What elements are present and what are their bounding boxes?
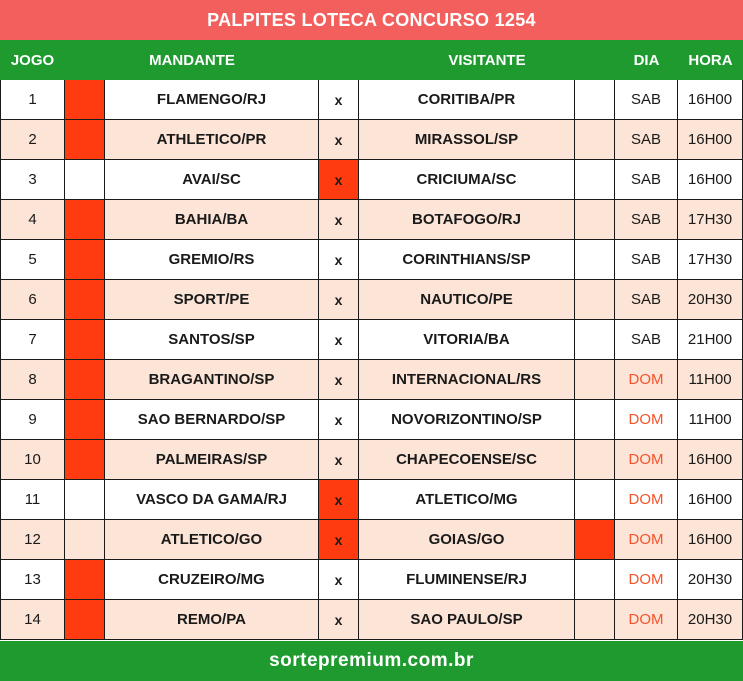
game-number: 6 xyxy=(0,280,65,320)
game-time: 17H30 xyxy=(678,240,743,280)
home-team: SPORT/PE xyxy=(105,280,319,320)
versus-draw-cell: x xyxy=(319,280,359,320)
footer-site: sortepremium.com.br xyxy=(0,641,743,681)
away-team: SAO PAULO/SP xyxy=(359,600,575,640)
game-time: 17H30 xyxy=(678,200,743,240)
away-team: VITORIA/BA xyxy=(359,320,575,360)
table-row xyxy=(0,440,743,480)
game-number: 4 xyxy=(0,200,65,240)
game-number: 7 xyxy=(0,320,65,360)
versus-draw-cell: x xyxy=(319,560,359,600)
home-team: BAHIA/BA xyxy=(105,200,319,240)
versus-draw-cell: x xyxy=(319,320,359,360)
home-team: CRUZEIRO/MG xyxy=(105,560,319,600)
pick-home-mark xyxy=(65,560,105,600)
pick-home-mark xyxy=(65,120,105,160)
game-time: 16H00 xyxy=(678,440,743,480)
away-team: MIRASSOL/SP xyxy=(359,120,575,160)
versus-draw-cell: x xyxy=(319,520,359,560)
pick-away-mark xyxy=(575,240,615,280)
game-day: SAB xyxy=(615,120,678,160)
table-row xyxy=(0,240,743,280)
table-row xyxy=(0,400,743,440)
game-day: SAB xyxy=(615,200,678,240)
versus-draw-cell: x xyxy=(319,80,359,120)
versus-draw-cell: x xyxy=(319,160,359,200)
table-row xyxy=(0,600,743,640)
game-day: DOM xyxy=(615,560,678,600)
table-row xyxy=(0,480,743,520)
table-row xyxy=(0,80,743,120)
table-row xyxy=(0,160,743,200)
pick-home-mark xyxy=(65,440,105,480)
home-team: PALMEIRAS/SP xyxy=(105,440,319,480)
header-hora: HORA xyxy=(688,51,733,69)
pick-home-mark xyxy=(65,320,105,360)
pick-home-mark xyxy=(65,600,105,640)
pick-away-mark xyxy=(575,160,615,200)
game-number: 14 xyxy=(0,600,65,640)
pick-away-mark xyxy=(575,480,615,520)
versus-draw-cell: x xyxy=(319,600,359,640)
away-team: BOTAFOGO/RJ xyxy=(359,200,575,240)
pick-home-mark xyxy=(65,160,105,200)
page-title: PALPITES LOTECA CONCURSO 1254 xyxy=(0,0,743,40)
game-day: SAB xyxy=(615,280,678,320)
game-day: SAB xyxy=(615,80,678,120)
game-day: SAB xyxy=(615,160,678,200)
table-row xyxy=(0,120,743,160)
away-team: CHAPECOENSE/SC xyxy=(359,440,575,480)
table-row xyxy=(0,560,743,600)
table-header xyxy=(0,40,743,80)
versus-draw-cell: x xyxy=(319,440,359,480)
game-time: 11H00 xyxy=(678,400,743,440)
pick-away-mark xyxy=(575,520,615,560)
home-team: REMO/PA xyxy=(105,600,319,640)
pick-away-mark xyxy=(575,200,615,240)
game-day: DOM xyxy=(615,520,678,560)
pick-away-mark xyxy=(575,280,615,320)
table-row xyxy=(0,320,743,360)
versus-draw-cell: x xyxy=(319,200,359,240)
pick-home-mark xyxy=(65,520,105,560)
game-number: 11 xyxy=(0,480,65,520)
home-team: SANTOS/SP xyxy=(105,320,319,360)
away-team: ATLETICO/MG xyxy=(359,480,575,520)
pick-away-mark xyxy=(575,400,615,440)
game-day: DOM xyxy=(615,600,678,640)
pick-away-mark xyxy=(575,320,615,360)
header-dia: DIA xyxy=(633,51,660,69)
away-team: CRICIUMA/SC xyxy=(359,160,575,200)
game-time: 20H30 xyxy=(678,280,743,320)
home-team: ATHLETICO/PR xyxy=(105,120,319,160)
pick-home-mark xyxy=(65,480,105,520)
game-number: 3 xyxy=(0,160,65,200)
game-time: 21H00 xyxy=(678,320,743,360)
game-number: 5 xyxy=(0,240,65,280)
home-team: VASCO DA GAMA/RJ xyxy=(105,480,319,520)
game-number: 13 xyxy=(0,560,65,600)
pick-home-mark xyxy=(65,80,105,120)
pick-home-mark xyxy=(65,200,105,240)
away-team: INTERNACIONAL/RS xyxy=(359,360,575,400)
pick-away-mark xyxy=(575,360,615,400)
header-jogo: JOGO xyxy=(10,51,55,69)
versus-draw-cell: x xyxy=(319,480,359,520)
pick-home-mark xyxy=(65,400,105,440)
game-day: SAB xyxy=(615,320,678,360)
home-team: SAO BERNARDO/SP xyxy=(105,400,319,440)
game-number: 9 xyxy=(0,400,65,440)
away-team: NOVORIZONTINO/SP xyxy=(359,400,575,440)
game-time: 20H30 xyxy=(678,600,743,640)
away-team: FLUMINENSE/RJ xyxy=(359,560,575,600)
game-time: 16H00 xyxy=(678,520,743,560)
game-time: 11H00 xyxy=(678,360,743,400)
header-mandante: MANDANTE xyxy=(149,51,235,69)
pick-away-mark xyxy=(575,440,615,480)
game-number: 1 xyxy=(0,80,65,120)
game-time: 16H00 xyxy=(678,160,743,200)
game-time: 16H00 xyxy=(678,80,743,120)
table-row xyxy=(0,280,743,320)
home-team: GREMIO/RS xyxy=(105,240,319,280)
versus-draw-cell: x xyxy=(319,360,359,400)
game-day: SAB xyxy=(615,240,678,280)
versus-draw-cell: x xyxy=(319,240,359,280)
game-number: 2 xyxy=(0,120,65,160)
game-day: DOM xyxy=(615,360,678,400)
pick-away-mark xyxy=(575,560,615,600)
pick-home-mark xyxy=(65,240,105,280)
table-row xyxy=(0,200,743,240)
away-team: GOIAS/GO xyxy=(359,520,575,560)
table-body xyxy=(0,80,743,640)
table-row xyxy=(0,360,743,400)
game-time: 20H30 xyxy=(678,560,743,600)
pick-home-mark xyxy=(65,280,105,320)
home-team: FLAMENGO/RJ xyxy=(105,80,319,120)
away-team: NAUTICO/PE xyxy=(359,280,575,320)
game-time: 16H00 xyxy=(678,120,743,160)
header-x-spacer xyxy=(319,40,359,80)
pick-home-mark xyxy=(65,360,105,400)
pick-away-mark xyxy=(575,600,615,640)
home-team: AVAI/SC xyxy=(105,160,319,200)
pick-away-mark xyxy=(575,120,615,160)
away-team: CORINTHIANS/SP xyxy=(359,240,575,280)
home-team: ATLETICO/GO xyxy=(105,520,319,560)
header-visitante: VISITANTE xyxy=(448,51,526,69)
away-team: CORITIBA/PR xyxy=(359,80,575,120)
game-day: DOM xyxy=(615,400,678,440)
game-day: DOM xyxy=(615,440,678,480)
game-number: 10 xyxy=(0,440,65,480)
table-row xyxy=(0,520,743,560)
pick-away-mark xyxy=(575,80,615,120)
versus-draw-cell: x xyxy=(319,120,359,160)
game-day: DOM xyxy=(615,480,678,520)
game-number: 8 xyxy=(0,360,65,400)
versus-draw-cell: x xyxy=(319,400,359,440)
home-team: BRAGANTINO/SP xyxy=(105,360,319,400)
game-time: 16H00 xyxy=(678,480,743,520)
game-number: 12 xyxy=(0,520,65,560)
